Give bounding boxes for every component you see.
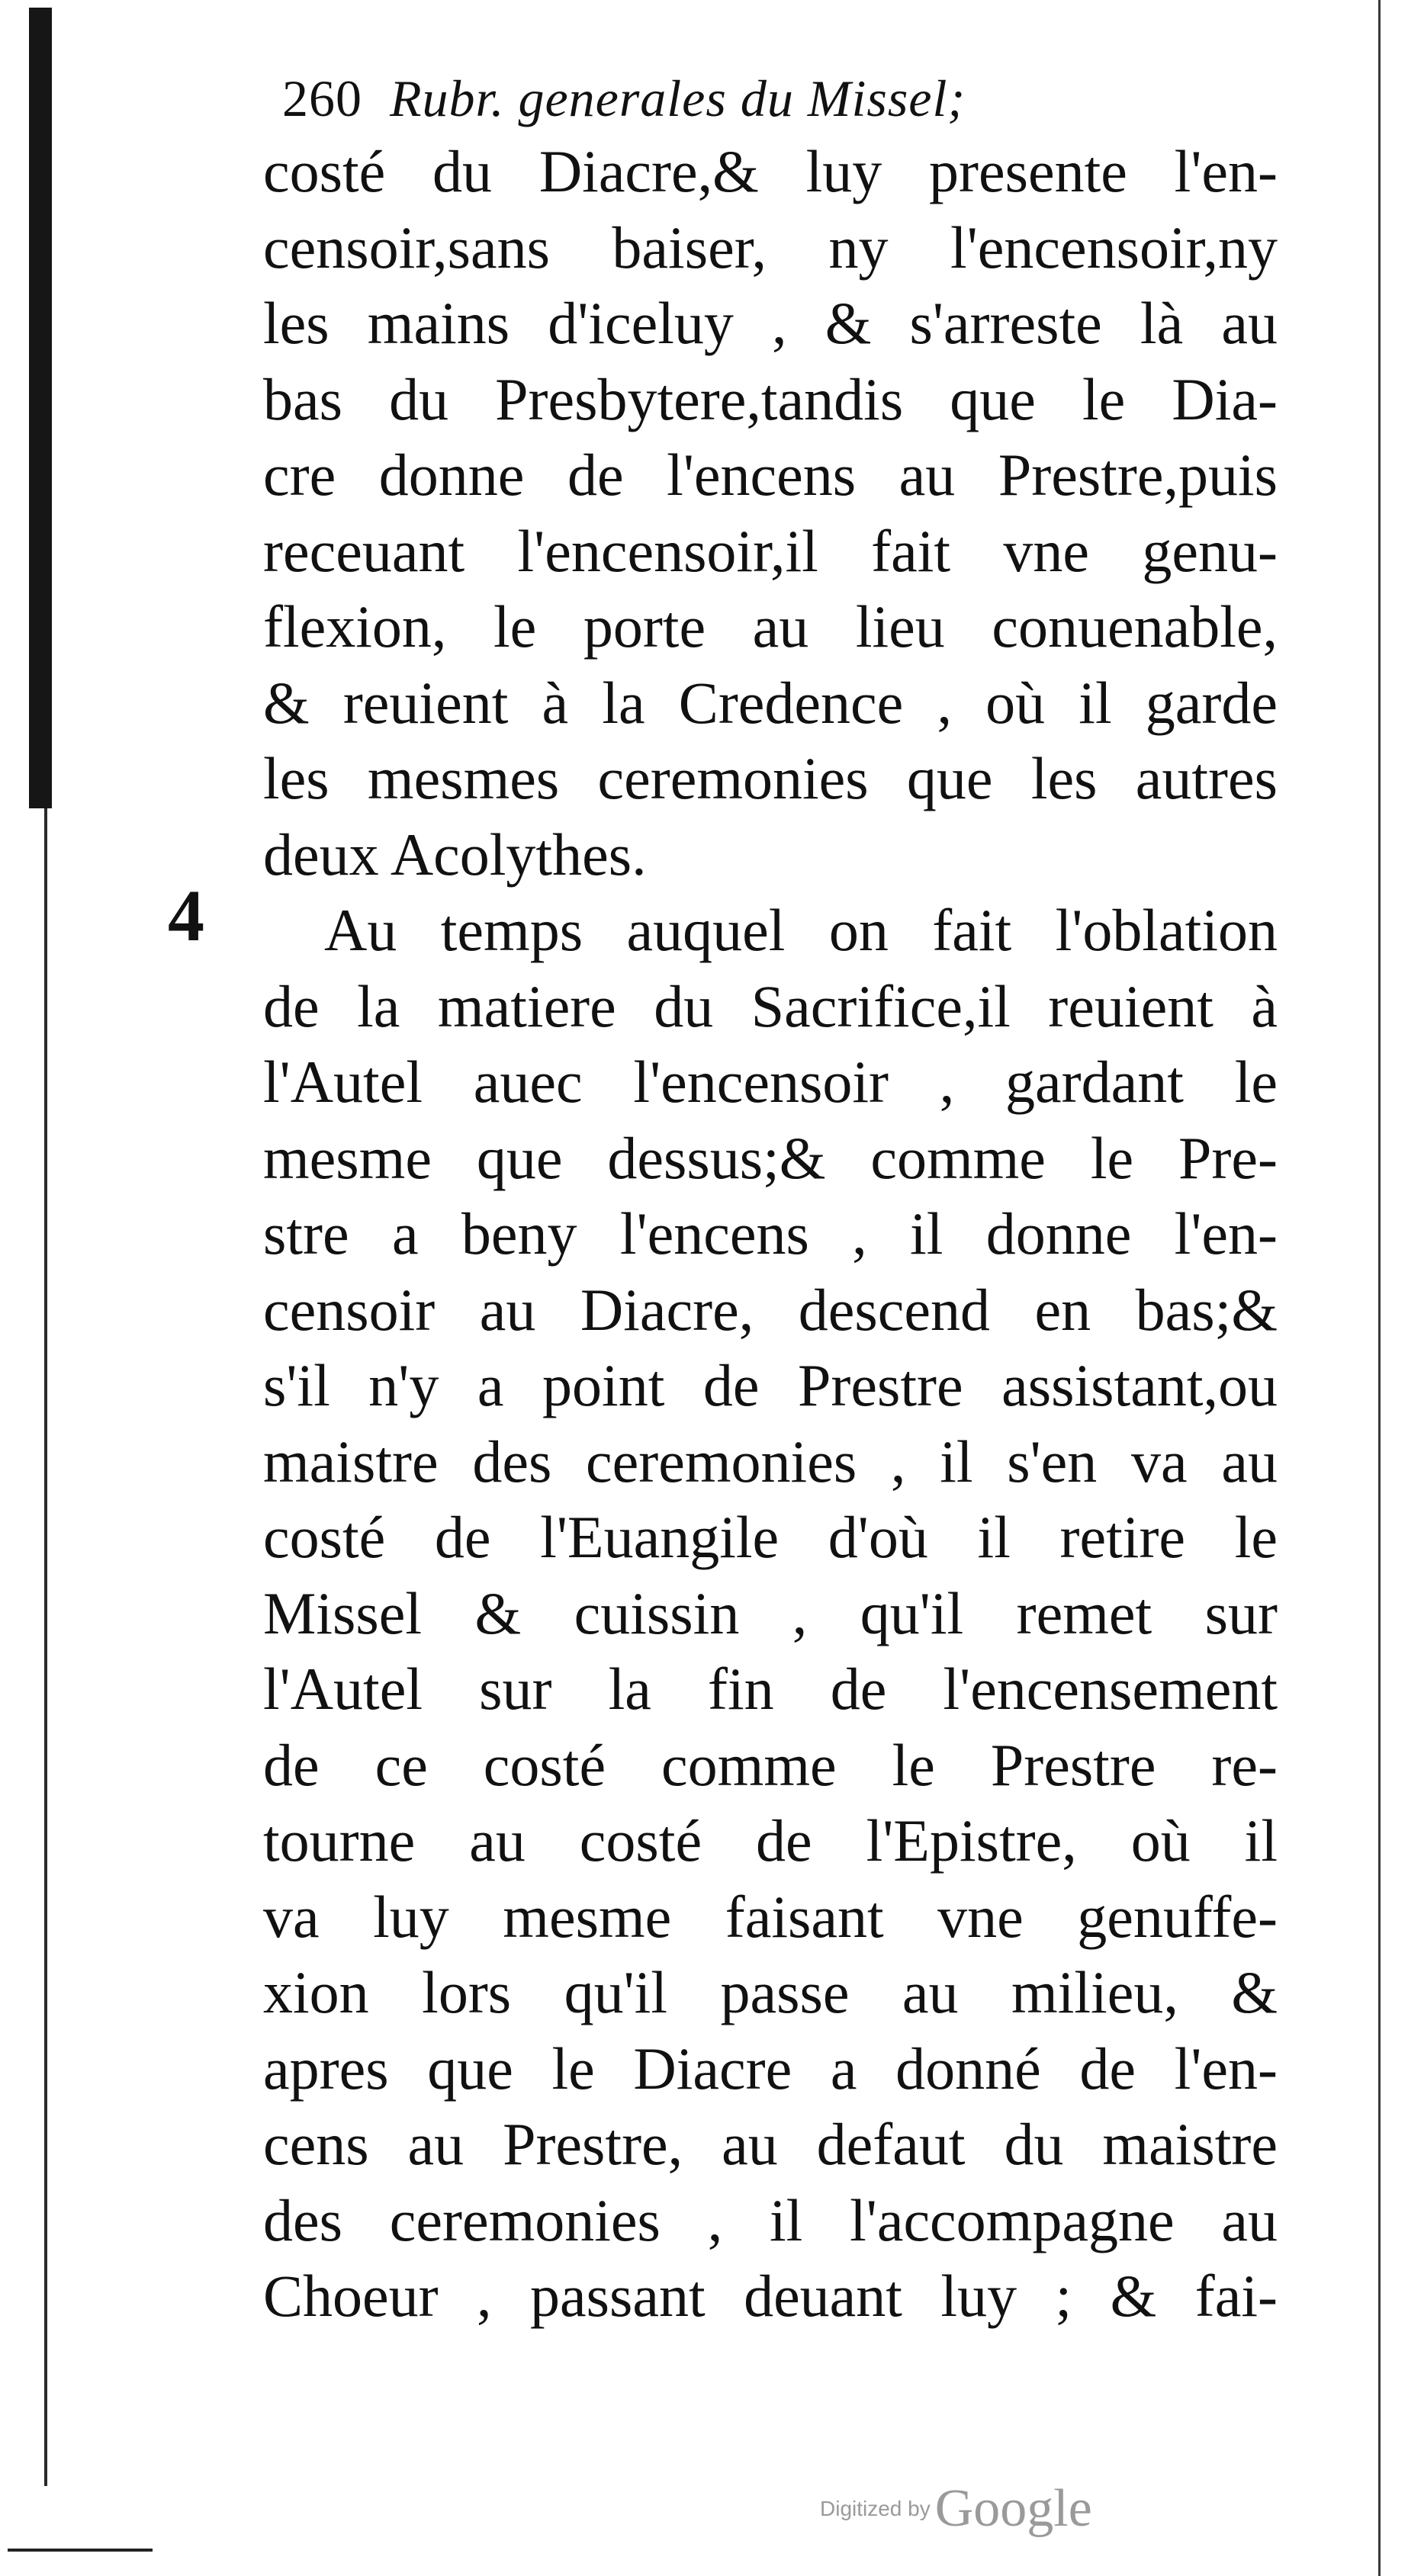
binding-shadow [29,8,52,808]
text-line: de la matiere du Sacrifice,il reuient à [263,972,1278,1039]
text-line: censoir,sans baiser, ny l'encensoir,ny [263,214,1278,281]
text-line: s'il n'y a point de Prestre assistant,ou [263,1352,1278,1418]
text-line: mesme que dessus;& comme le Pre- [263,1124,1278,1191]
text-line: & reuient à la Credence , où il garde [263,669,1278,736]
watermark-prefix: Digitized by [820,2497,931,2520]
running-header [282,69,966,129]
text-line: les mains d'iceluy , & s'arreste là au [263,290,1278,356]
text-line: deux Acolythes. [263,821,647,888]
text-line: costé de l'Euangile d'où il retire le [263,1504,1278,1570]
text-line: receuant l'encensoir,il fait vne genu- [263,517,1278,584]
text-line: va luy mesme faisant vne genuffe- [263,1883,1278,1950]
paragraph-number: 4 [168,875,204,956]
body-text [263,133,1278,2334]
text-line: l'Autel auec l'encensoir , gardant le [263,1049,1278,1115]
text-line: Missel & cuissin , qu'il remet sur [263,1579,1278,1646]
text-line: censoir au Diacre, descend en bas;& [263,1276,1278,1343]
scan-rule [8,2549,153,2552]
page-number: 260 [282,69,362,127]
text-line: cens au Prestre, au defaut du maistre [263,2111,1278,2177]
text-line: flexion, le porte au lieu conuenable, [263,593,1278,660]
page-edge [1378,0,1381,2576]
text-line: des ceremonies , il l'accompagne au [263,2186,1278,2253]
text-line: Au temps auquel on fait l'oblation [324,897,1278,963]
text-line: tourne au costé de l'Epistre, où il [263,1807,1278,1874]
google-logo: Google [934,2479,1092,2538]
running-head-title: Rubr. generales du Missel; [390,69,966,127]
binding-line [44,808,47,2486]
text-line: l'Autel sur la fin de l'encensement [263,1656,1278,1722]
text-line: bas du Presbytere,tandis que le Dia- [263,365,1278,432]
digitization-watermark [820,2478,1092,2539]
text-line: stre a beny l'encens , il donne l'en- [263,1200,1278,1267]
text-line: les mesmes ceremonies que les autres [263,745,1278,811]
text-line: maistre des ceremonies , il s'en va au [263,1428,1278,1495]
text-line: apres que le Diacre a donné de l'en- [263,2035,1278,2102]
text-line: cre donne de l'encens au Prestre,puis [263,442,1278,508]
text-line: costé du Diacre,& luy presente l'en- [263,138,1278,204]
text-line: xion lors qu'il passe au milieu, & [263,1959,1278,2025]
text-line: de ce costé comme le Prestre re- [263,1731,1278,1798]
text-line: Choeur , passant deuant luy ; & fai- [263,2263,1278,2329]
